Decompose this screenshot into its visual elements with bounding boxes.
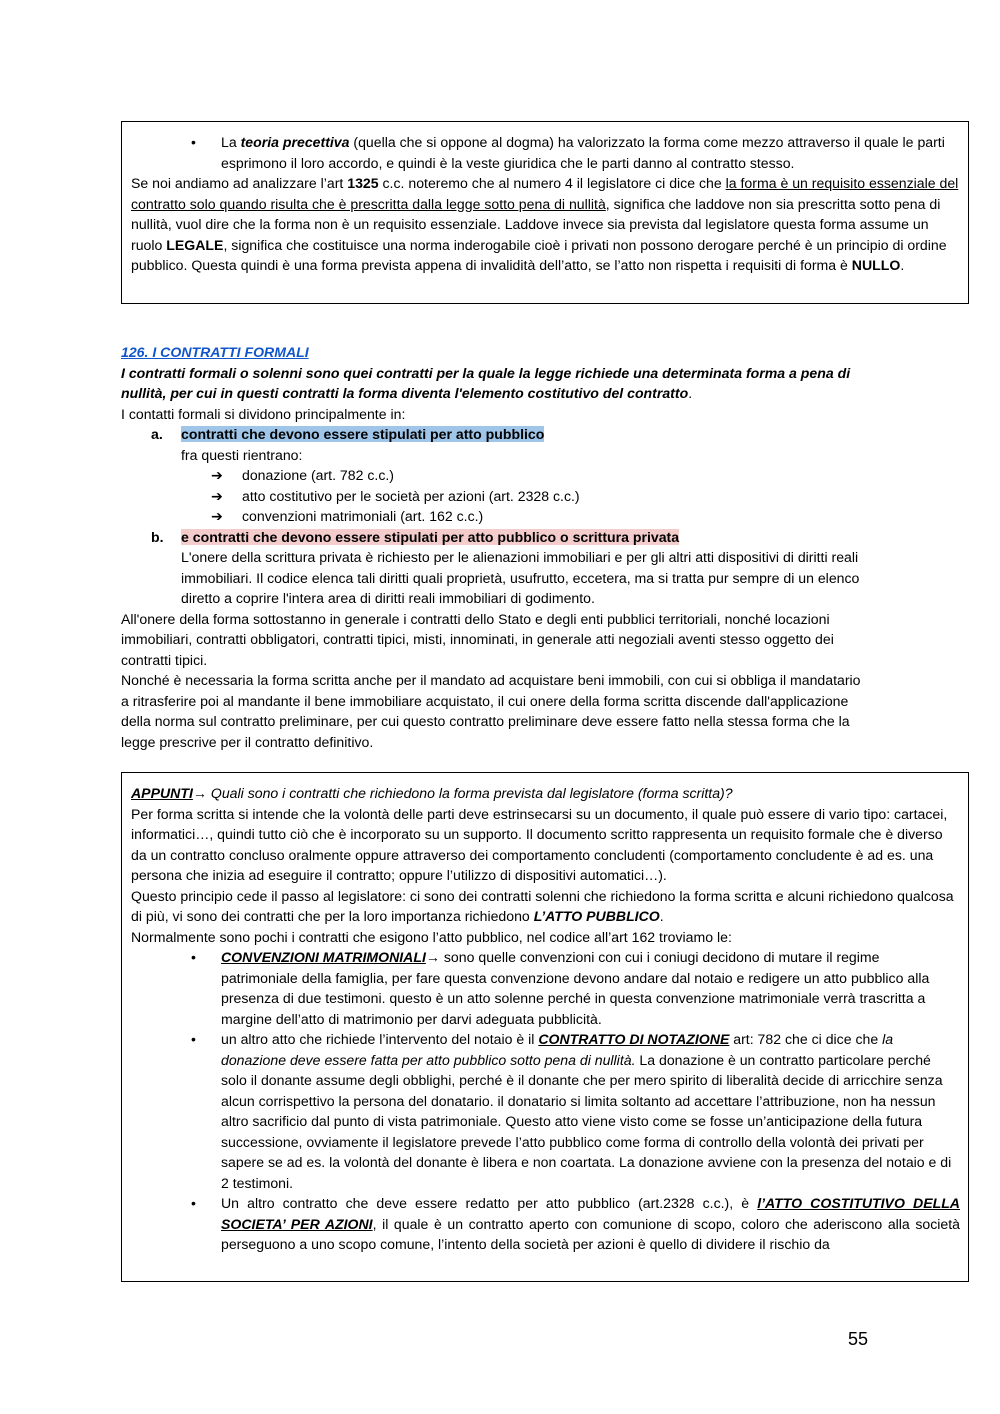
paragraph-art-1325 bbox=[131, 173, 960, 276]
quote: la donazione deve essere fatta per atto pubblico sotto pena di nullità. bbox=[221, 1031, 894, 1068]
list-label: a. bbox=[151, 426, 163, 442]
highlighted-text: e contratti che devono essere stipulati per atto pubblico o scrittura privata bbox=[181, 528, 680, 545]
definition bbox=[121, 363, 871, 404]
definition-text: I contratti formali o solenni sono quei contratti per la quale la legge richiede una determinata forma a pena di nullità, per cui in questi contratti la forma diventa l'elemento costitutivo del contratto bbox=[121, 364, 851, 401]
question-text: Quali sono i contratti che richiedono la forma prevista dal legislatore (forma scritta)? bbox=[206, 785, 733, 801]
bullet-title: l’ATTO COSTITUTIVO DELLA SOCIETA’ PER AZIONI bbox=[221, 1195, 960, 1232]
list-item bbox=[121, 506, 871, 527]
appunti-label: APPUNTI bbox=[131, 785, 193, 801]
appunti-question bbox=[131, 783, 960, 804]
text: Un altro contratto che deve essere redatto per atto pubblico (art.2328 c.c.), è bbox=[221, 1195, 758, 1211]
text: un altro atto che richiede l’intervento del notaio è il bbox=[221, 1031, 539, 1047]
bullet-item bbox=[131, 947, 960, 1029]
bold-term: NULLO bbox=[851, 257, 901, 273]
arrow-icon: ➔ bbox=[211, 487, 223, 504]
section-heading[interactable]: 126. I CONTRATTI FORMALI bbox=[121, 344, 309, 360]
text: , significa che costituisce una norma inderogabile cioè i privati non possono derogare perché è un principio di ordine pubblico. Questa quindi è una forma prevista appena di invalidità dell’atto, se l’atto non rispetta i requisiti di forma è bbox=[131, 236, 947, 273]
item-text: atto costitutivo per le società per azioni (art. 2328 c.c.) bbox=[242, 487, 580, 504]
article-number: 1325 bbox=[347, 175, 379, 191]
bold-term: LEGALE bbox=[166, 236, 224, 253]
list-item bbox=[121, 465, 871, 486]
text: . bbox=[900, 257, 905, 273]
highlighted-text: contratti che devono essere stipulati per atto pubblico bbox=[181, 426, 545, 442]
note-box-teoria-precettiva bbox=[121, 121, 969, 304]
intro-text: I contatti formali si dividono principalmente in: bbox=[121, 405, 406, 422]
text: Questo principio cede il passo al legislatore: ci sono dei contratti solenni che richiedono la forma scritta e alcuni richiedono qualcosa di più, vi sono dei contratti che per la loro importanza richiedono bbox=[131, 887, 954, 924]
bullet-item bbox=[131, 1029, 960, 1193]
arrow-icon: → bbox=[192, 785, 207, 801]
text: , il quale è un contratto aperto con comunione di scopo, coloro che aderiscono alla società perseguono a uno scopo comune, l’intento della società per azioni è quello di dividere il rischio da bbox=[221, 1215, 960, 1252]
bullet-dot-icon: • bbox=[191, 1031, 196, 1047]
arrow-icon: ➔ bbox=[211, 467, 223, 483]
section-contratti-formali bbox=[121, 342, 981, 752]
text: . bbox=[659, 908, 664, 924]
text: , significa che laddove non sia prescritta sotto pena di nullità, vuol dire che la forma non è un requisito essenziale. Laddove invece sia prevista dal legislatore questa forma assume un ruolo bbox=[131, 195, 941, 253]
list-item bbox=[121, 486, 871, 507]
text: art: 782 che ci dice che bbox=[729, 1031, 883, 1047]
sub-intro: fra questi rientrano: bbox=[181, 446, 303, 463]
bullet-dot-icon: • bbox=[191, 134, 196, 150]
note-box-appunti bbox=[121, 772, 969, 1282]
text: sono quelle convenzioni con cui i coniugi decidono di mutare il regime patrimoniale della famiglia, per fare questa convenzione devono andare dal notaio e redigere un atto pubblico alla presenza di due testimoni. questo è un atto solenne perché in questa convenzione matrimoniale verrà trascritta a margine dell’atto di matrimonio per darvi adeguata pubblicità. bbox=[221, 949, 930, 1027]
text: La donazione è un contratto particolare perché solo il donante assume degli obblighi, perché è il donante che per mero spirito di liberalità decide di arricchire senza alcun corrispettivo la persona del donatario. il donatario si limita soltanto ad accettare l’attribuzione, non ha nessun altro sacrificio dal punto di vista patrimoniale. Questo atto viene visto come se fosse un’anticipazione della futura successione, ovviamente il legislatore prevede l’atto pubblico come forma di controllo della volontà dei privati per sapere se ad es. la volontà del donante è libera e non coartata. La donazione avviene con la presenza del notaio e di 2 testimoni. bbox=[221, 1051, 952, 1191]
bullet-dot-icon: • bbox=[191, 949, 196, 965]
list-item-b bbox=[121, 527, 871, 548]
text: c.c. noteremo che al numero 4 il legislatore ci dice che bbox=[378, 175, 726, 191]
bullet-title: CONVENZIONI MATRIMONIALI bbox=[221, 949, 426, 965]
text: La bbox=[221, 134, 241, 150]
bullet-dot-icon: • bbox=[191, 1195, 196, 1211]
paragraph: Normalmente sono pochi i contratti che esigono l’atto pubblico, nel codice all’art 162 troviamo le: bbox=[131, 928, 732, 945]
underlined-text: la forma è un requisito essenziale del contratto solo quando risulta che è prescritta dalla legge sotto pena di nullità bbox=[131, 175, 959, 212]
item-text: donazione (art. 782 c.c.) bbox=[242, 467, 394, 483]
bullet-item bbox=[131, 1193, 960, 1255]
text: . bbox=[688, 385, 693, 401]
list-label: b. bbox=[151, 528, 164, 545]
text: Se noi andiamo ad analizzare l’art bbox=[131, 175, 348, 191]
paragraph bbox=[131, 886, 960, 927]
bullet-item bbox=[131, 132, 960, 173]
paragraph: Nonché è necessaria la forma scritta anche per il mandato ad acquistare beni immobili, con cui si obbliga il mandatario a ritrasferire poi al mandante il bene immobiliare acquistato, il cui onere della forma scritta discende dall'applicazione della norma sul contratto preliminare, per cui questo contratto preliminare deve essere fatto nella stessa forma che la legge prescrive per il contratto definitivo. bbox=[121, 672, 861, 750]
list-item-a bbox=[121, 424, 871, 445]
arrow-icon: ➔ bbox=[211, 508, 223, 524]
list-item-b-description: L'onere della scrittura privata è richiesto per le alienazioni immobiliari e per gli altri atti dispositivi di diritti reali immobiliari. Il codice elenca tali diritti quali proprietà, usufrutto, eccetera, ma si tratta pur sempre di un elenco diretto a coprire l'intera area di diritti reali immobiliari di godimento. bbox=[181, 549, 860, 606]
bullet-title: CONTRATTO DI NOTAZIONE bbox=[538, 1031, 730, 1047]
item-text: convenzioni matrimoniali (art. 162 c.c.) bbox=[242, 508, 484, 524]
arrow-icon: → bbox=[425, 949, 440, 965]
page-number: 55 bbox=[848, 1329, 869, 1349]
text: (quella che si oppone al dogma) ha valorizzato la forma come mezzo attraverso il quale le parti esprimono il loro accordo, e quindi è la veste giuridica che le parti danno al contratto stesso. bbox=[221, 134, 945, 171]
paragraph: All'onere della forma sottostanno in generale i contratti dello Stato e degli enti pubblici territoriali, nonché locazioni immobiliari, contratti obbligatori, contratti tipici, misti, innominati, in generale atti negoziali aventi stesso oggetto dei contratti tipici. bbox=[121, 610, 834, 668]
emphasis: L’ATTO PUBBLICO bbox=[533, 908, 660, 924]
paragraph: Per forma scritta si intende che la volontà delle parti deve estrinsecarsi su un documento, il quale può essere di vario tipo: cartacei, informatici…, quindi tutto ciò che è incorporato su un supporto. Il documento scritto rappresenta un requisito formale che è diverso da un contratto concluso oralmente oppure attraverso dei comportamento concludenti (comportamento concludente è ad es. una persona che inizia ad eseguire il contratto; oppure l’utilizzo di dispositivi automatici…). bbox=[131, 805, 948, 883]
emphasis: teoria precettiva bbox=[240, 134, 350, 150]
